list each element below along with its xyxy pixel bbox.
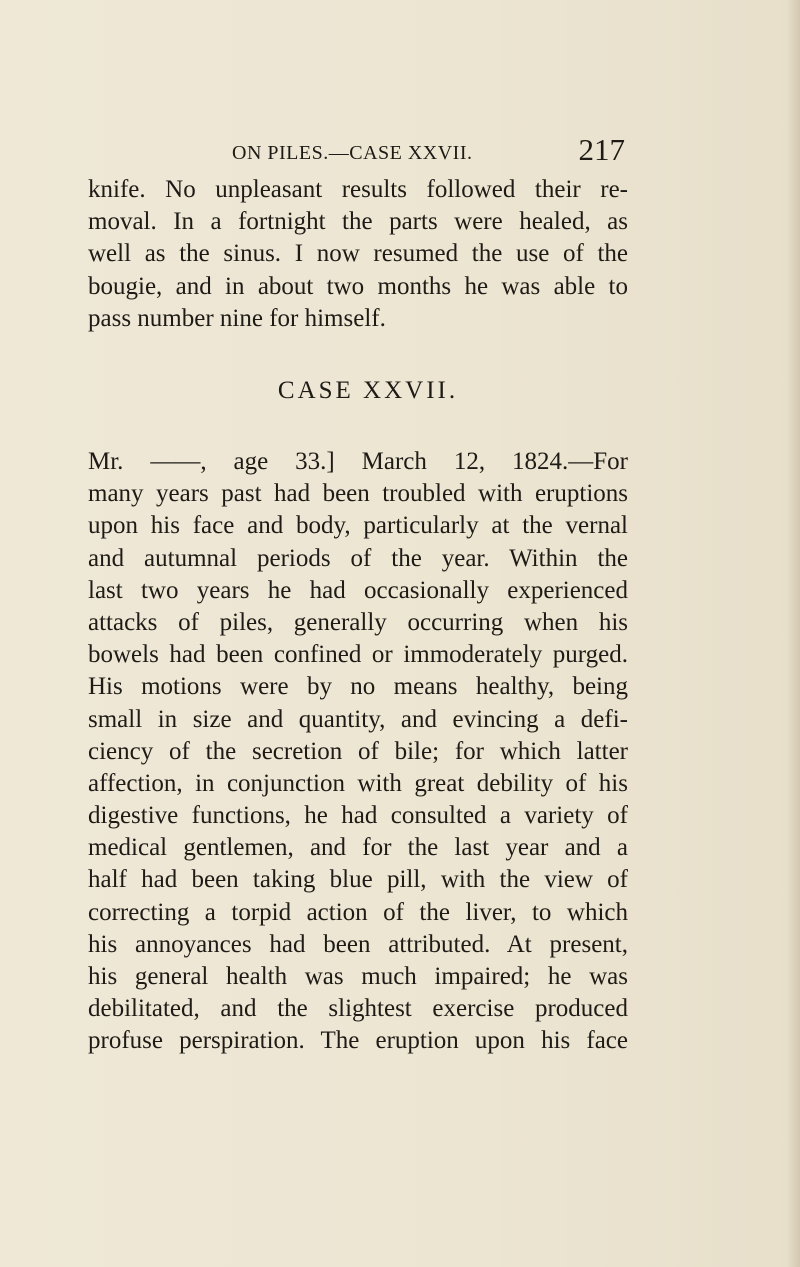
case-paragraph [88,446,628,1058]
text-line: Mr. ——, age 33.] March 12, 1824.—For [88,448,628,475]
text-line: last two years he had occasionally experienced [88,576,628,604]
text-line: ciency of the secretion of bile; for which latter [88,737,628,765]
text-line: and autumnal periods of the year. Within the [88,544,628,572]
text-line: correcting a torpid action of the liver, to which [88,898,628,926]
text-line: well as the sinus. I now resumed the use of the [88,240,628,268]
text-line: his general health was much impaired; he was [88,963,628,990]
text-line: bowels had been confined or immoderately purged. [88,641,628,669]
text-line: attacks of piles, generally occurring when his [88,608,628,636]
paragraph-continuation [88,174,628,335]
text-line: pass number nine for himself. [88,304,386,332]
text-line: moval. In a fortnight the parts were healed, as [88,208,628,236]
text-line: many years past had been troubled with eruptions [88,480,628,508]
text-line: His motions were by no means healthy, being [88,673,628,701]
running-head [232,132,625,168]
text-line: bougie, and in about two months he was able to [88,272,628,300]
text-line: medical gentlemen, and for the last year and a [88,834,628,862]
running-title: ON PILES.—CASE XXVII. [232,142,473,164]
page-edge-shadow [786,0,800,1267]
text-line: affection, in conjunction with great debility of his [88,769,628,797]
text-line: small in size and quantity, and evincing a defi- [88,705,628,733]
case-heading: CASE XXVII. [277,377,459,404]
text-line: upon his face and body, particularly at the vernal [88,512,628,540]
text-line: debilitated, and the slightest exercise produced [88,995,628,1023]
text-line: half had been taking blue pill, with the view of [88,866,628,894]
text-line: profuse perspiration. The eruption upon his face [88,1027,628,1055]
page-number: 217 [578,132,625,167]
text-line: his annoyances had been attributed. At present, [88,930,628,958]
text-line: digestive functions, he had consulted a variety of [88,802,628,830]
text-line: knife. No unpleasant results followed their re- [88,176,628,203]
